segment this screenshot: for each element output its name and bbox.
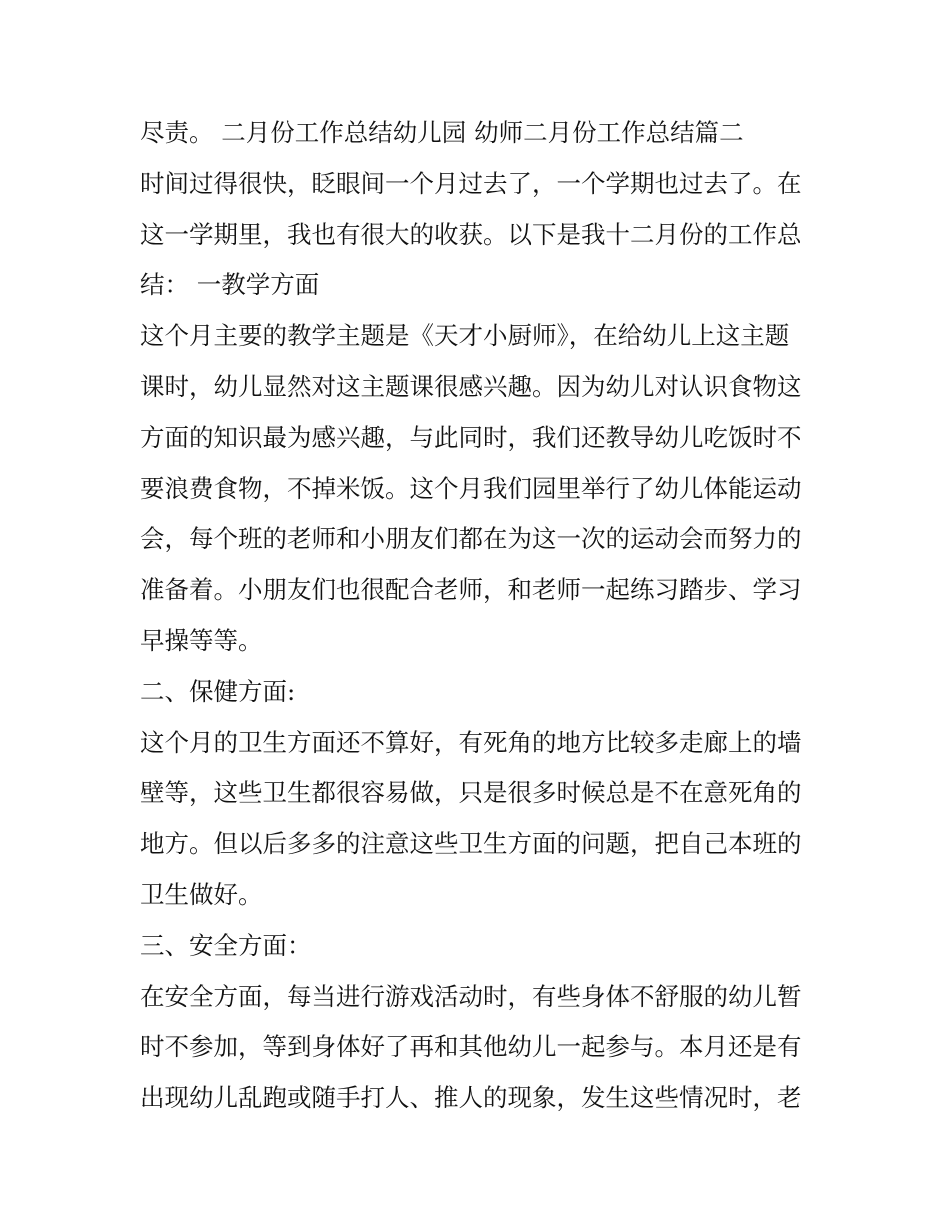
text-line-8: 要浪费食物，不掉米饭。这个月我们园里举行了幼儿体能运动 bbox=[140, 473, 802, 503]
text-line-10: 准备着。小朋友们也很配合老师，和老师一起练习踏步、学习 bbox=[140, 575, 802, 605]
section-heading-safety: 三、安全方面： bbox=[140, 930, 312, 960]
text-line-7: 方面的知识最为感兴趣，与此同时，我们还教导幼儿吃饭时不 bbox=[140, 422, 802, 452]
text-line-16: 卫生做好。 bbox=[140, 879, 263, 909]
text-line-9: 会，每个班的老师和小朋友们都在为这一次的运动会而努力的 bbox=[140, 524, 802, 554]
text-line-14: 壁等，这些卫生都很容易做，只是很多时候总是不在意死角的 bbox=[140, 778, 802, 808]
text-line-5: 这个月主要的教学主题是《天才小厨师》，在给幼儿上这主题 bbox=[140, 321, 790, 351]
text-line-2: 时间过得很快，眨眼间一个月过去了，一个学期也过去了。在 bbox=[140, 168, 802, 198]
text-line-19: 时不参加，等到身体好了再和其他幼儿一起参与。本月还是有 bbox=[140, 1032, 802, 1062]
text-line-3: 这一学期里，我也有很大的收获。以下是我十二月份的工作总 bbox=[140, 219, 802, 249]
text-line-4: 结： 一教学方面 bbox=[140, 270, 320, 300]
document-body bbox=[140, 108, 820, 1124]
text-line-13: 这个月的卫生方面还不算好，有死角的地方比较多走廊上的墙 bbox=[140, 727, 802, 757]
text-line-18: 在安全方面，每当进行游戏活动时，有些身体不舒服的幼儿暂 bbox=[140, 981, 802, 1011]
text-line-15: 地方。但以后多多的注意这些卫生方面的问题，把自己本班的 bbox=[140, 829, 802, 859]
section-heading-health: 二、保健方面: bbox=[140, 676, 296, 706]
text-line-1: 尽责。 二月份工作总结幼儿园 幼师二月份工作总结篇二 bbox=[140, 118, 744, 147]
text-line-11: 早操等等。 bbox=[140, 625, 263, 655]
text-line-20: 出现幼儿乱跑或随手打人、推人的现象，发生这些情况时，老 bbox=[140, 1083, 802, 1113]
text-line-6: 课时，幼儿显然对这主题课很感兴趣。因为幼儿对认识食物这 bbox=[140, 371, 802, 401]
